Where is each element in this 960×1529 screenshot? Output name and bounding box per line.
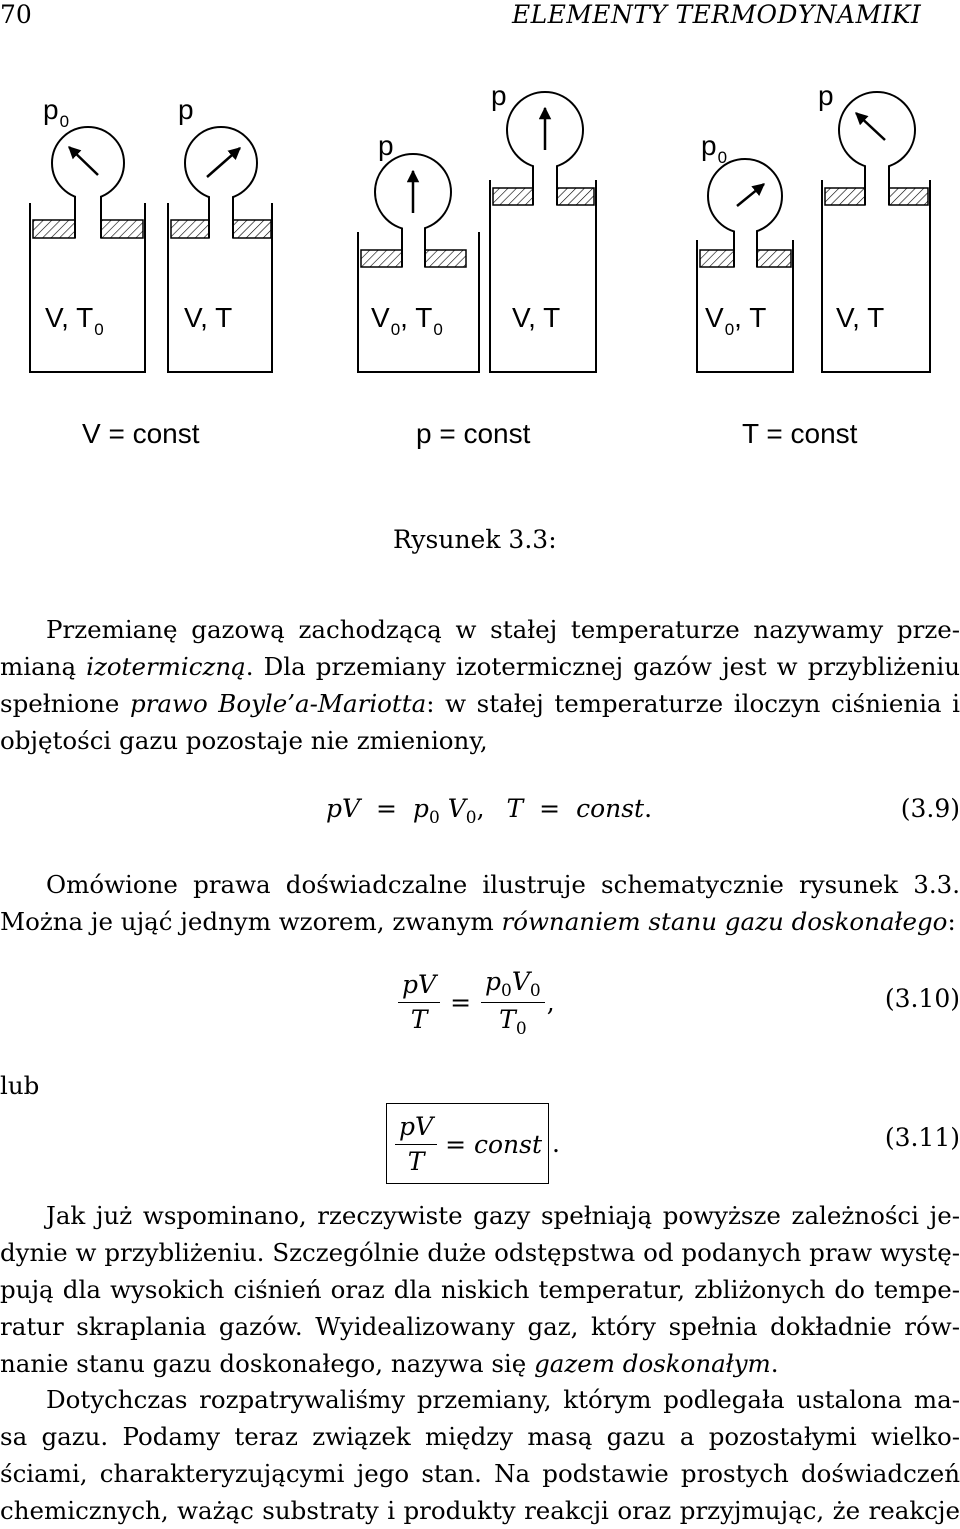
equation-number-3-11: (3.11): [884, 1123, 960, 1152]
state-label-6: V, T: [836, 302, 885, 333]
cylinder-2: [168, 127, 272, 372]
p2-line-2: Można je ująć jednym wzorem, zwanym równaniem stanu gazu doskonałego:: [0, 907, 956, 936]
p4-line-4: chemicznych, ważąc substraty i produkty reakcji oraz przyjmując, że reakcje: [0, 1496, 960, 1525]
gauge-label-3: p: [378, 130, 394, 161]
p1-line-4: objętości gazu pozostaje nie zmieniony,: [0, 726, 488, 755]
gauge-label-6: p: [818, 80, 834, 111]
equation-number-3-9: (3.9): [900, 794, 960, 823]
gauge-label-5: $p_0$: [701, 130, 728, 167]
cylinder-1: [30, 127, 145, 372]
condition-isochoric: V = const: [82, 418, 200, 449]
p1-line-2: mianą izotermiczną. Dla przemiany izotermicznej gazów jest w przybliżeniu: [0, 652, 960, 681]
condition-isobaric: p = const: [416, 418, 531, 449]
figure-caption: Rysunek 3.3:: [393, 525, 557, 554]
fraction: $\frac{pV}{T}$: [395, 1110, 437, 1179]
equation-number-3-10: (3.10): [884, 984, 960, 1013]
p3-line-3: pują dla wysokich ciśnień oraz dla niskich temperatur, zbliżonych do tempe-: [0, 1275, 960, 1304]
page-number: 70: [0, 0, 32, 29]
p1-line-1: Przemianę gazową zachodzącą w stałej temperaturze nazywamy prze-: [46, 615, 960, 644]
gauge-label-1: $p_0$: [43, 94, 70, 131]
equation-3-9: pV = $p_0$ $V_0$, T = const.: [326, 794, 653, 828]
paragraph-3: [0, 1197, 960, 1382]
fraction-right: $\frac{p_0V_0}{T_0}$: [481, 965, 545, 1040]
state-label-1: V, $T_0$: [45, 302, 104, 339]
p1-line-3: spełnione prawo Boyle’a-Mariotta: w stałej temperaturze iloczyn ciśnienia i: [0, 689, 960, 718]
paragraph-2: [0, 866, 960, 940]
gauge-label-2: p: [178, 94, 194, 125]
fraction-left: $\frac{pV}{T}$: [398, 968, 440, 1037]
state-label-3: $V_0$, $T_0$: [371, 302, 443, 339]
p4-line-1: Dotychczas rozpatrywaliśmy przemiany, którym podlegała ustalona ma-: [46, 1385, 960, 1414]
p3-line-4: ratur skraplania gazów. Wyidealizowany gaz, który spełnia dokładnie rów-: [0, 1312, 960, 1341]
condition-isothermal: T = const: [742, 418, 858, 449]
connector-lub: lub: [0, 1071, 40, 1100]
figure-3-3: [0, 0, 960, 400]
p4-line-2: sa gazu. Podamy teraz związek między masą gazu a pozostałymi wielko-: [0, 1422, 960, 1451]
paragraph-1: [0, 611, 960, 759]
p4-line-3: ściami, charakteryzującymi jego stan. Na podstawie prostych doświadczeń: [0, 1459, 960, 1488]
equation-3-10: $\frac{pV}{T}$ = $\frac{p_0V_0}{T_0}$ ,: [398, 965, 555, 1040]
equation-box: $\frac{pV}{T}$ = const: [386, 1103, 549, 1184]
cylinder-5: [697, 159, 793, 372]
cylinder-3: [358, 154, 479, 372]
p3-line-5: nanie stanu gazu doskonałego, nazywa się gazem doskonałym.: [0, 1349, 779, 1378]
gauge-label-4: p: [491, 80, 507, 111]
p2-line-1: Omówione prawa doświadczalne ilustruje schematycznie rysunek 3.3.: [46, 870, 960, 899]
state-label-4: V, T: [512, 302, 561, 333]
running-title: ELEMENTY TERMODYNAMIKI: [512, 0, 922, 29]
equation-3-11: $\frac{pV}{T}$ = const .: [386, 1103, 560, 1184]
p3-line-2: dynie w przybliżeniu. Szczególnie duże odstępstwa od podanych praw wystę-: [0, 1238, 960, 1267]
paragraph-4: [0, 1381, 960, 1529]
state-label-5: $V_0$, T: [705, 302, 767, 339]
state-label-2: V, T: [184, 302, 233, 333]
p3-line-1: Jak już wspominano, rzeczywiste gazy spełniają powyższe zależności je-: [46, 1201, 960, 1230]
